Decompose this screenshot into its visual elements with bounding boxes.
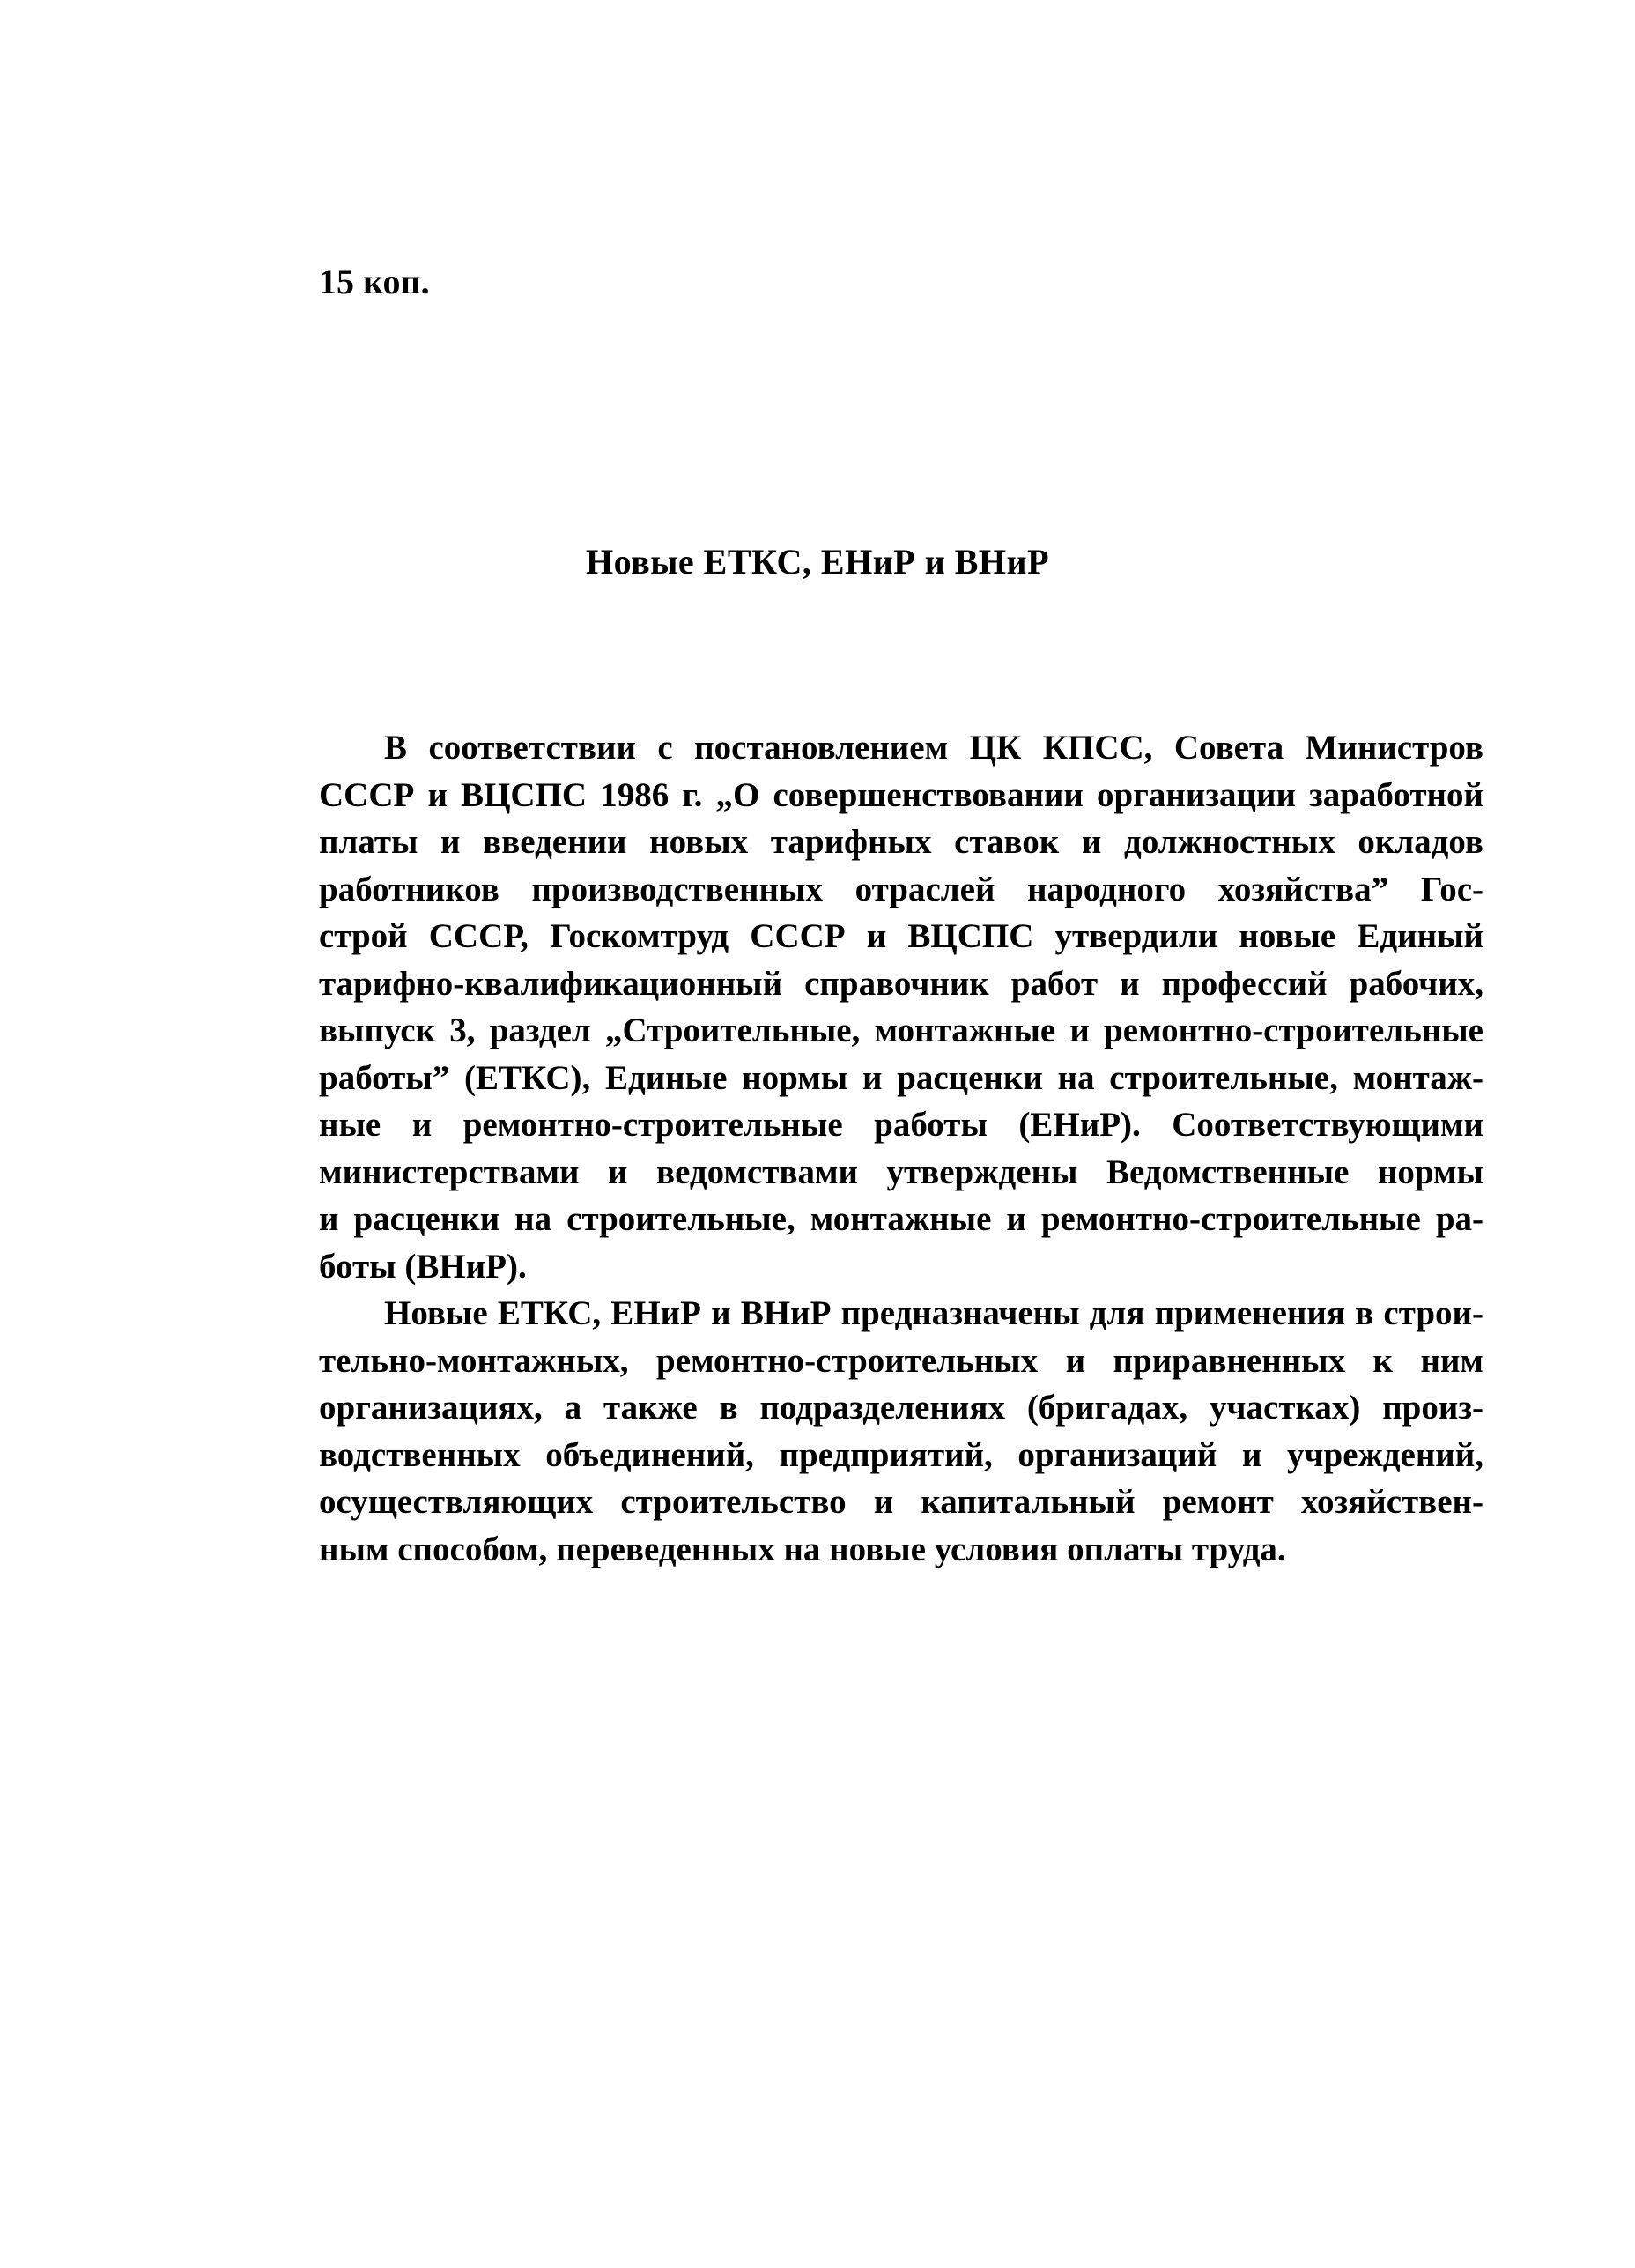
text-line: министерствами и ведомствами утверждены Ведомственные нормы (319, 1153, 1483, 1191)
text-line: Новые ЕТКС, ЕНиР и ВНиР предназначены для применения в строи- (384, 1294, 1483, 1332)
price-label: 15 коп. (319, 262, 430, 301)
text-line: платы и введении новых тарифных ставок и должностных окладов (319, 823, 1483, 861)
text-line: тельно-монтажных, ремонтно-строительных и приравненных к ним (319, 1341, 1483, 1380)
text-line: организациях, а также в подразделениях (бригадах, участках) произ- (319, 1389, 1483, 1427)
text-line: ным способом, переведенных на новые условия оплаты труда. (319, 1530, 1286, 1568)
text-line: СССР и ВЦСПС 1986 г. „О совершенствовании организации заработной (319, 775, 1483, 814)
text-line: водственных объединений, предприятий, организаций и учреждений, (319, 1435, 1483, 1474)
text-line: тарифно-квалификационный справочник работ и профессий рабочих, (319, 964, 1483, 1003)
text-line: выпуск 3, раздел „Строительные, монтажные и ремонтно-строительные (319, 1012, 1483, 1049)
body-text (319, 724, 1483, 1573)
text-line: и расценки на строительные, монтажные и ремонтно-строительные ра- (319, 1200, 1483, 1238)
page-title: Новые ЕТКС, ЕНиР и ВНиР (585, 542, 1050, 582)
text-line: работников производственных отраслей народного хозяйства” Гос- (319, 870, 1483, 908)
text-line: работы” (ЕТКС), Единые нормы и расценки на строительные, монтаж- (319, 1058, 1483, 1097)
text-line: осуществляющих строительство и капитальный ремонт хозяйствен- (319, 1483, 1483, 1521)
paragraph-1 (319, 724, 1483, 1290)
text-line: боты (ВНиР). (319, 1247, 527, 1286)
text-line: ные и ремонтно-строительные работы (ЕНиР). Соответствующими (319, 1106, 1483, 1144)
text-line: строй СССР, Госкомтруд СССР и ВЦСПС утвердили новые Единый (319, 917, 1483, 955)
paragraph-2 (319, 1290, 1483, 1573)
text-line: В соответствии с постановлением ЦК КПСС, Совета Министров (384, 729, 1483, 767)
